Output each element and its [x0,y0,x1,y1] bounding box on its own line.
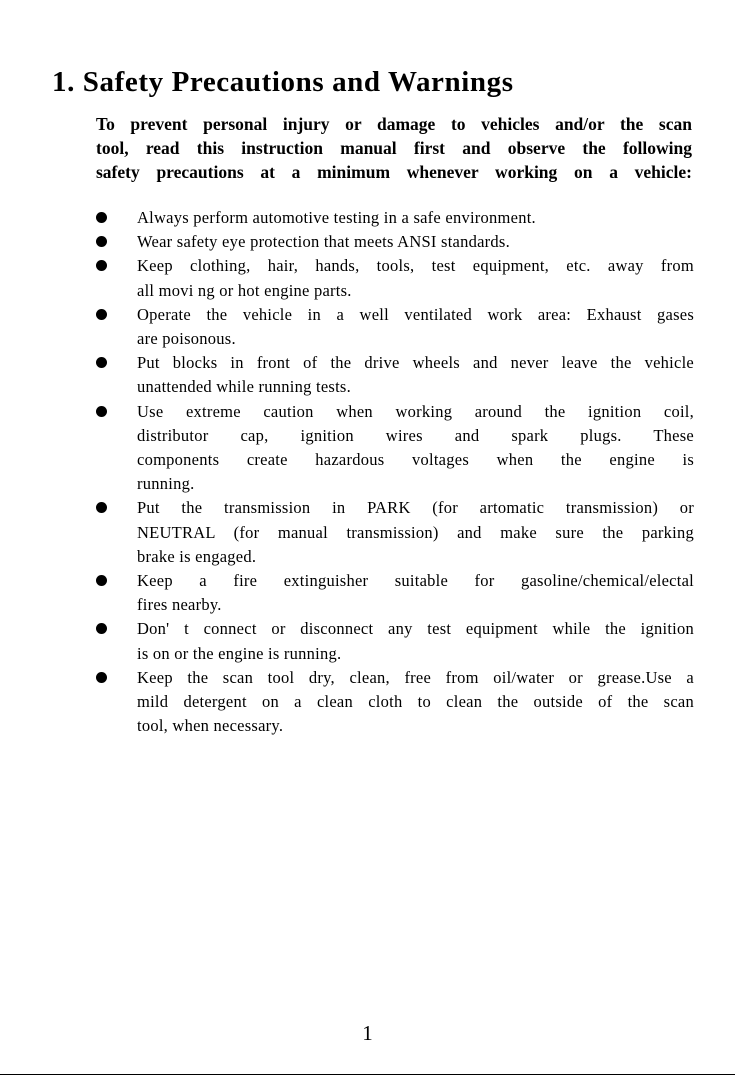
bullet-item [0,569,694,617]
bullet-dot-icon [96,236,107,247]
bullet-line: Put blocks in front of the drive wheels and never leave the vehicle [137,353,694,373]
bullet-line: NEUTRAL (for manual transmission) and make sure the parking [137,522,694,542]
bullet-line: is on or the engine is running. [137,643,342,663]
bullet-line: distributor cap, ignition wires and spark plugs. These [137,425,694,445]
intro-line: To prevent personal injury or damage to vehicles and/or the scan [96,114,692,134]
bullet-line: components create hazardous voltages when the engine is [137,450,694,470]
bullet-dot-icon [96,212,107,223]
bullet-line: Operate the vehicle in a well ventilated work area: Exhaust gases [137,304,694,324]
bullet-item [0,400,694,497]
bullet-line: Wear safety eye protection that meets ANSI standards. [137,232,510,252]
bullet-item [0,303,694,351]
bullet-line: tool, when necessary. [137,716,284,736]
bullet-line: Put the transmission in PARK (for artomatic transmission) or [137,498,694,518]
bullet-line: brake is engaged. [137,546,257,566]
bullet-item [0,496,694,569]
bullet-line: all movi ng or hot engine parts. [137,280,352,300]
bullet-line: mild detergent on a clean cloth to clean the outside of the scan [137,692,694,712]
bullet-line: running. [137,474,195,494]
safety-bullet-list [0,206,735,738]
page-title: 1. Safety Precautions and Warnings [52,66,514,98]
intro-paragraph [96,112,692,184]
bullet-line: Keep the scan tool dry, clean, free from oil/water or grease.Use a [137,667,694,687]
bullet-dot-icon [96,575,107,586]
bullet-line: Don' t connect or disconnect any test equipment while the ignition [137,619,694,639]
bullet-line: Keep clothing, hair, hands, tools, test equipment, etc. away from [137,256,694,276]
bullet-dot-icon [96,502,107,513]
bullet-line: fires nearby. [137,595,222,615]
bullet-line: Always perform automotive testing in a safe environment. [137,208,536,227]
bullet-dot-icon [96,357,107,368]
bullet-dot-icon [96,260,107,271]
bullet-item [0,617,694,665]
bullet-dot-icon [96,406,107,417]
bullet-dot-icon [96,309,107,320]
bullet-line: Keep a fire extinguisher suitable for gasoline/chemical/electal [137,571,694,591]
bullet-item [0,666,694,739]
bullet-dot-icon [96,623,107,634]
intro-line: safety precautions at a minimum whenever working on a vehicle: [96,162,692,182]
bullet-dot-icon [96,672,107,683]
intro-line: tool, read this instruction manual first and observe the following [96,138,692,158]
bullet-item [0,230,694,254]
bullet-item [0,254,694,302]
bullet-item [0,351,694,399]
bullet-line: are poisonous. [137,329,236,349]
page-number: 1 [362,1021,373,1045]
bullet-item [0,206,694,230]
bullet-line: unattended while running tests. [137,377,351,397]
bullet-line: Use extreme caution when working around the ignition coil, [137,401,694,421]
